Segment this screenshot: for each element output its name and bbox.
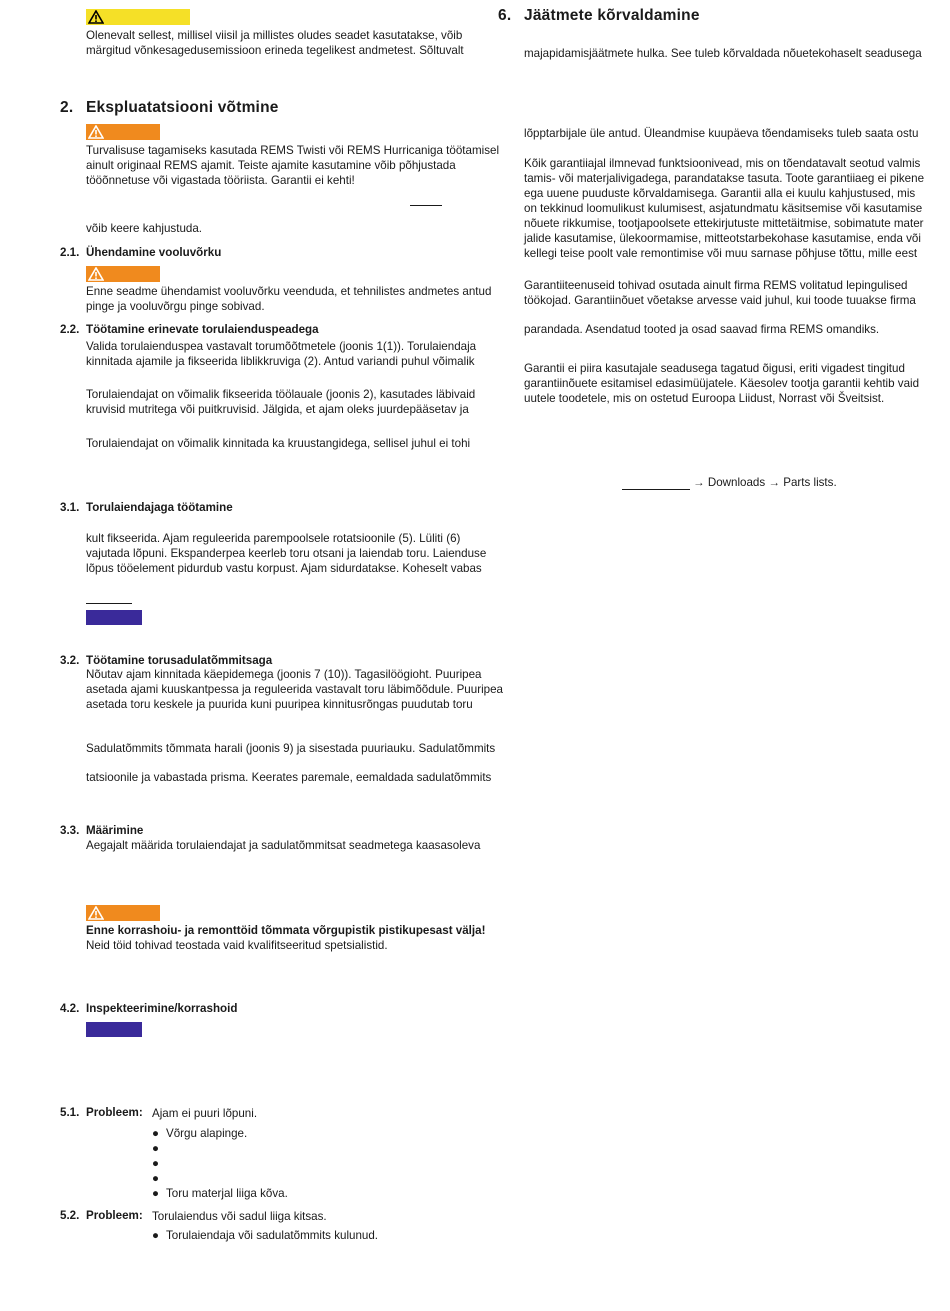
warning-label-orange xyxy=(86,124,160,140)
bullet-dot-icon: ● xyxy=(152,1172,160,1185)
bullet-dot-icon: ● xyxy=(152,1157,160,1170)
divider-rule xyxy=(86,603,132,604)
list-item-text: Võrgu alapinge. xyxy=(166,1127,248,1140)
bullet-dot-icon: ● xyxy=(152,1142,160,1155)
section-5-2-heading xyxy=(60,1209,143,1222)
section-title: Ekspluatatsiooni võtmine xyxy=(86,99,279,116)
section-number: 3.2. xyxy=(60,654,80,667)
text-line: kellegi teise poolt vale remontimise või muu sarnase põhjuse tõttu, mille eest xyxy=(524,247,918,260)
section-number: 3.3. xyxy=(60,824,80,837)
section-3-1-text xyxy=(86,531,487,576)
section-number: 3.1. xyxy=(60,501,80,514)
text-line: võib keere kahjustuda. xyxy=(86,222,203,235)
maintenance-warning-text xyxy=(86,923,486,953)
text-line: kinnitada ajamile ja fikseerida liblikkruviga (2). Antud variandi puhul võimalik xyxy=(86,355,475,368)
list-item xyxy=(152,1228,378,1243)
warning-label-orange xyxy=(86,905,160,921)
section-number: 5.1. xyxy=(60,1106,80,1119)
text-line: tatsioonile ja vabastada prisma. Keerates paremale, eemaldada sadulatõmmits xyxy=(86,771,492,784)
section-6-heading xyxy=(498,7,700,25)
section-title: Jäätmete kõrvaldamine xyxy=(524,7,700,24)
bullet-dot-icon: ● xyxy=(152,1127,160,1140)
text-line: Garantii ei piira kasutajale seadusega tagatud õigusi, eriti vigadest tingitud xyxy=(524,362,905,375)
info-label-blue xyxy=(86,610,142,625)
section-title: Inspekteerimine/korrashoid xyxy=(86,1002,238,1015)
section-3-2-text-b xyxy=(86,741,496,756)
text-line: majapidamisjäätmete hulka. See tuleb kõrvaldada nõuetekohaselt seadusega xyxy=(524,47,922,60)
section-number: 2.1. xyxy=(60,246,80,259)
text-line: lõpptarbijale üle antud. Üleandmise kuupäeva tõendamiseks tuleb saata ostu xyxy=(524,127,919,140)
section-number: 2. xyxy=(60,99,74,116)
warning-triangle-icon xyxy=(88,267,104,281)
section-2-1-heading xyxy=(60,246,221,259)
cause-list xyxy=(152,1228,378,1243)
text-line: Aegajalt määrida torulaiendajat ja sadulatõmmitsat seadmetega kaasasoleva xyxy=(86,839,481,852)
text-line: garantiinõuete esitamisel edasimüüjatele. Käesolev tootja garantii kehtib vaid xyxy=(524,377,920,390)
text-line: asetada toru keskele ja puurida kuni puuripea kinnitusrõngas puudutab toru xyxy=(86,698,473,711)
problem-label: Probleem: xyxy=(86,1209,143,1222)
section-3-2-heading xyxy=(60,654,272,667)
warranty-paragraph-5 xyxy=(524,361,920,406)
text-line: uutele toodetele, mis on ostetud Euroopa Liidust, Norrast või Šveitsist. xyxy=(524,392,885,405)
text-line: Torulaiendajat on võimalik kinnitada ka kruustangidega, sellisel juhul ei tohi xyxy=(86,437,471,450)
warning-triangle-icon xyxy=(88,10,104,24)
section-title: Ühendamine vooluvõrku xyxy=(86,246,222,259)
section-title: Töötamine torusadulatõmmitsaga xyxy=(86,654,273,667)
text-line: märgitud võnkesagedusemissioon erineda tegelikest andmetest. Sõltuvalt xyxy=(86,44,464,57)
text-line: Neid töid tohivad teostada vaid kvalifitseeritud spetsialistid. xyxy=(86,939,388,952)
text-line: ainult originaal REMS ajamit. Teiste ajamite kasutamine võib põhjustada xyxy=(86,159,456,172)
list-item xyxy=(152,1141,288,1156)
intro-paragraph xyxy=(86,28,476,58)
section-3-1-heading xyxy=(60,501,233,514)
text-line: tööõnnetuse või vigastada tööriista. Garantii ei kehti! xyxy=(86,174,355,187)
section-title: Määrimine xyxy=(86,824,144,837)
problem-label: Probleem: xyxy=(86,1106,143,1119)
section-title: Töötamine erinevate torulaienduspeadega xyxy=(86,323,319,336)
section-3-3-text xyxy=(86,838,481,853)
section-2-1-text xyxy=(86,284,492,314)
section-6-text xyxy=(524,46,922,61)
text-line: Torulaiendajat on võimalik fikseerida töölauale (joonis 2), kasutades läbivaid xyxy=(86,388,476,401)
section-4-2-heading xyxy=(60,1002,237,1015)
section-3-2-text-c xyxy=(86,770,492,785)
section-2-tail-text xyxy=(86,221,202,236)
list-item-text: Torulaiendaja või sadulatõmmits kulunud. xyxy=(166,1229,379,1242)
text-line: asetada ajami kuuskantpessa ja reguleerida vastavalt toru läbimõõdule. Puuripea xyxy=(86,683,503,696)
section-number: 5.2. xyxy=(60,1209,80,1222)
section-5-1-heading xyxy=(60,1106,143,1119)
divider-rule xyxy=(410,205,442,206)
text-line: Enne seadme ühendamist vooluvõrku veenduda, et tehnilistes andmetes antud xyxy=(86,285,492,298)
section-2-2-text-b xyxy=(86,387,476,417)
text-line: töökojad. Garantiinõuet võetakse arvesse vaid juhul, kui toode tuuakse firma xyxy=(524,294,916,307)
text-line: kult fikseerida. Ajam reguleerida parempoolsele rotatsioonile (5). Lüliti (6) xyxy=(86,532,461,545)
problem-text: Ajam ei puuri lõpuni. xyxy=(152,1107,258,1120)
section-3-2-text-a xyxy=(86,667,503,712)
cause-list xyxy=(152,1126,288,1201)
section-number: 2.2. xyxy=(60,323,80,336)
text-line: Kõik garantiiajal ilmnevad funktsioonivead, mis on tõendatavalt seotud valmis xyxy=(524,157,921,170)
warranty-paragraph-4 xyxy=(524,322,914,337)
text-line: vajutada lõpuni. Ekspanderpea keerleb toru otsani ja laiendab toru. Laienduse xyxy=(86,547,487,560)
text-line: on tekkinud loomulikust kulumisest, asjatundmatu käsitsemise või kasutamise xyxy=(524,202,923,215)
text-line: pinge ja vooluvõrgu pinge sobivad. xyxy=(86,300,265,313)
text-line: Nõutav ajam kinnitada käepidemega (joonis 7 (10)). Tagasilöögioht. Puuripea xyxy=(86,668,482,681)
text-line: jalide kasutamise, ülekoormamise, mitteotstarbekohase kasutamise, enda või xyxy=(524,232,921,245)
section-2-heading xyxy=(60,99,279,117)
text-line: Turvalisuse tagamiseks kasutada REMS Twisti või REMS Hurricaniga töötamisel xyxy=(86,144,500,157)
text-line: Valida torulaienduspea vastavalt torumõõtmetele (joonis 1(1)). Torulaiendaja xyxy=(86,340,477,353)
problem-text: Torulaiendus või sadul liiga kitsas. xyxy=(152,1210,327,1223)
text-line-bold: Enne korrashoiu- ja remonttöid tõmmata võrgupistik pistikupesast välja! xyxy=(86,924,486,937)
warning-label-orange xyxy=(86,266,160,282)
text-line: ega uuene puuduste kõrvaldamisega. Garantii alla ei kuulu kahjustused, mis xyxy=(524,187,916,200)
section-title: Torulaiendajaga töötamine xyxy=(86,501,233,514)
warranty-paragraph-2 xyxy=(524,156,925,261)
text-line: parandada. Asendatud tooted ja osad saavad firma REMS omandiks. xyxy=(524,323,880,336)
section-3-3-heading xyxy=(60,824,143,837)
bullet-dot-icon: ● xyxy=(152,1187,160,1200)
list-item xyxy=(152,1126,288,1141)
text-line: lõpus tööelement pidurdub vastu korpust. Ajam sidurdatakse. Koheselt vabas xyxy=(86,562,482,575)
section-number: 6. xyxy=(498,7,512,24)
warning-triangle-icon xyxy=(88,906,104,920)
downloads-parts-lists-link[interactable]: → Downloads → Parts lists. xyxy=(693,476,837,489)
list-item xyxy=(152,1156,288,1171)
list-item-text: Toru materjal liiga kõva. xyxy=(166,1187,288,1200)
warning-label-yellow xyxy=(86,9,190,25)
section-2-2-text-c xyxy=(86,436,476,451)
section-2-2-text-a xyxy=(86,339,476,369)
list-item xyxy=(152,1186,288,1201)
list-item xyxy=(152,1171,288,1186)
warranty-paragraph-3 xyxy=(524,278,914,308)
section-2-warning-text xyxy=(86,143,500,188)
info-label-blue xyxy=(86,1022,142,1037)
text-line: Olenevalt sellest, millisel viisil ja millistes oludes seadet kasutatakse, võib xyxy=(86,29,463,42)
warranty-paragraph-1 xyxy=(524,126,919,141)
warning-triangle-icon xyxy=(88,125,104,139)
section-number: 4.2. xyxy=(60,1002,80,1015)
section-2-2-heading xyxy=(60,323,319,336)
text-line: tamis- või materjalivigadega, parandatakse tasuta. Toote garantiiaeg ei pikene xyxy=(524,172,925,185)
text-line: Sadulatõmmits tõmmata harali (joonis 9) ja sisestada puuriauku. Sadulatõmmits xyxy=(86,742,496,755)
bullet-dot-icon: ● xyxy=(152,1229,160,1242)
text-line: Garantiiteenuseid tohivad osutada ainult firma REMS volitatud lepingulised xyxy=(524,279,908,292)
link-underline[interactable] xyxy=(622,489,690,490)
text-line: kruvisid mutritega või puitkruvisid. Jälgida, et ajam oleks juurdepääsetav ja xyxy=(86,403,469,416)
text-line: nõuete rikkumise, tootjapoolsete ettekirjutuste mittetäitmise, sobimatute mater xyxy=(524,217,924,230)
